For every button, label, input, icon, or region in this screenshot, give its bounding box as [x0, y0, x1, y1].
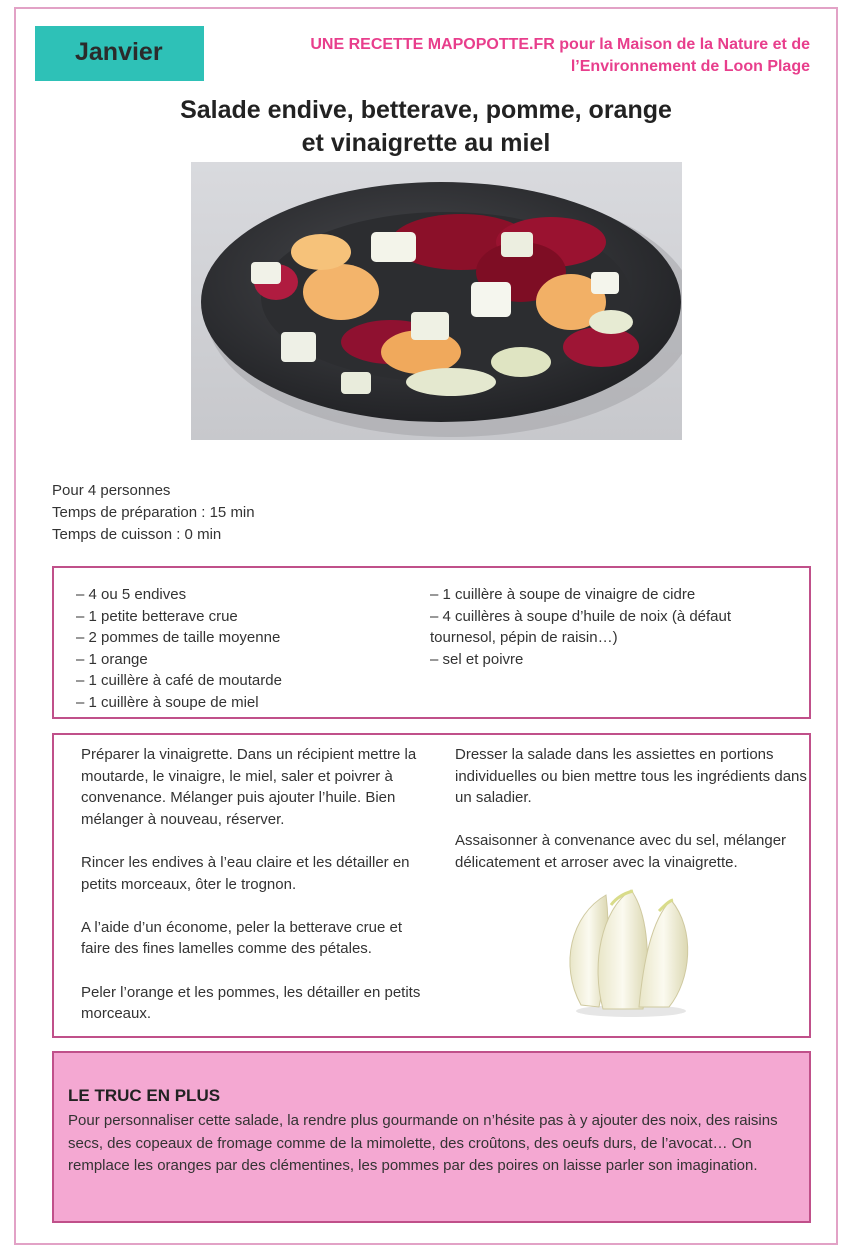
prep-time: Temps de préparation : 15 min: [52, 504, 255, 521]
tip-title: LE TRUC EN PLUS: [68, 1086, 221, 1105]
ingredients-box: [52, 566, 811, 719]
ingredient-item: – 1 cuillère à café de moutarde: [76, 672, 282, 690]
steps-right-column: [455, 744, 810, 895]
step-paragraph: Peler l’orange et les pommes, les détailler en petits morceaux.: [81, 983, 421, 1023]
ingredients-right-column: [430, 584, 770, 670]
ingredient-item: – 1 cuillère à soupe de miel: [76, 693, 259, 711]
credit-line-2: l’Environnement de Loon Plage: [570, 58, 810, 75]
steps-box: [52, 733, 811, 1038]
month-label: Janvier: [35, 26, 204, 81]
ingredient-item: – 1 cuillère à soupe de vinaigre de cidre: [430, 586, 696, 603]
step-paragraph: Assaisonner à convenance avec du sel, mélanger délicatement et arroser avec la vinaigrette.: [455, 832, 787, 871]
ingredient-item: – 4 cuillères à soupe d’huile de noix (à défaut tournesol, pépin de raisin…): [430, 607, 732, 647]
endive-photo: [551, 885, 711, 1025]
ingredient-item: – sel et poivre: [430, 650, 524, 668]
step-paragraph: Préparer la vinaigrette. Dans un récipient mettre la moutarde, le vinaigre, le miel, saler et poivrer à convenance. Mélanger puis ajouter l’huile. Bien mélanger à nouveau, réserver.: [81, 746, 417, 828]
ingredients-left-column: [76, 584, 416, 714]
ingredient-item: – 1 petite betterave crue: [76, 607, 238, 625]
recipe-title-line-1: Salade endive, betterave, pomme, orange: [180, 96, 672, 124]
recipe-title-line-2: et vinaigrette au miel: [301, 129, 551, 157]
salad-photo: [191, 162, 682, 440]
servings: Pour 4 personnes: [52, 482, 171, 499]
recipe-credit: [290, 34, 810, 78]
step-paragraph: Dresser la salade dans les assiettes en portions individuelles ou bien mettre tous les ingrédients dans un saladier.: [455, 746, 807, 807]
steps-left-column: [81, 744, 431, 1046]
cook-time: Temps de cuisson : 0 min: [52, 526, 222, 543]
step-paragraph: Rincer les endives à l’eau claire et les détailler en petits morceaux, ôter le trognon.: [81, 853, 410, 893]
ingredient-item: – 2 pommes de taille moyenne: [76, 629, 281, 647]
step-paragraph: A l’aide d’un économe, peler la betterave crue et faire des fines lamelles comme des pétales.: [81, 918, 403, 958]
tip-text: Pour personnaliser cette salade, la rendre plus gourmande on n’hésite pas à y ajouter des noix, des raisins secs, des copeaux de fromage comme de la mimolette, des croûtons, des oeufs durs, de l’avocat… On remplace les oranges par des clémentines, les pommes par des poires on laisse parler son imagination.: [68, 1112, 778, 1174]
recipe-title: [0, 94, 852, 160]
recipe-info: [52, 480, 255, 546]
credit-line-1: UNE RECETTE MAPOPOTTE.FR pour la Maison de la Nature et de: [310, 36, 810, 53]
tip-box: [52, 1051, 811, 1223]
ingredient-item: – 4 ou 5 endives: [76, 586, 187, 603]
ingredient-item: – 1 orange: [76, 650, 148, 668]
